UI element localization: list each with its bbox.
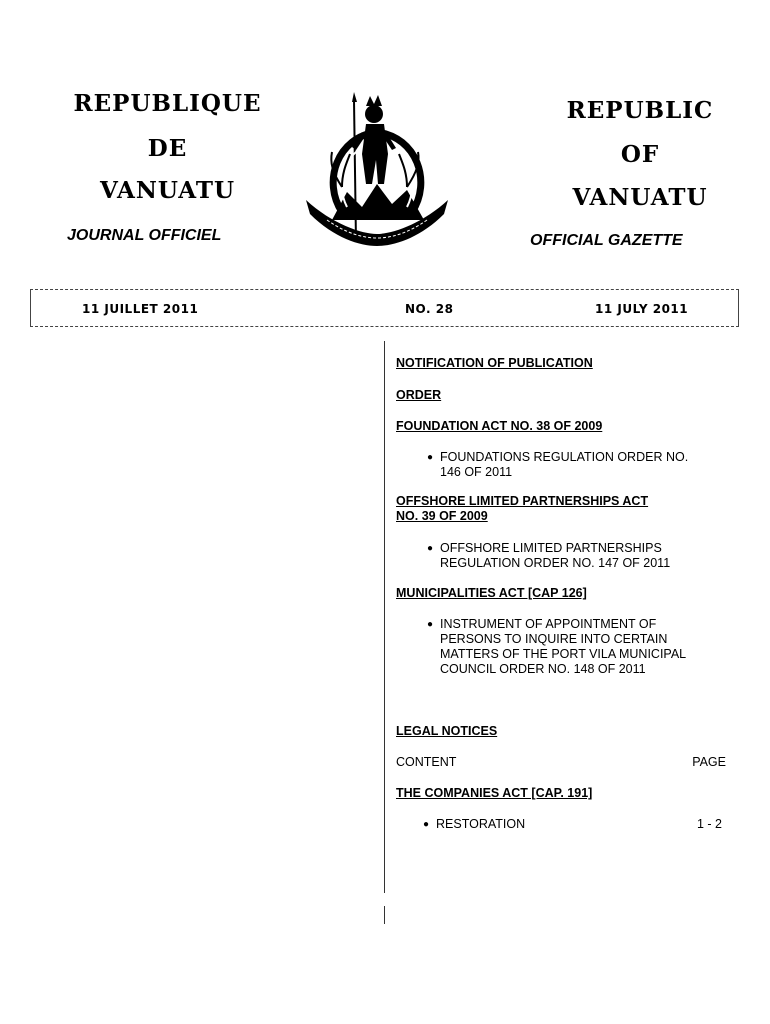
notification-heading: NOTIFICATION OF PUBLICATION xyxy=(396,356,593,370)
title-de: DE xyxy=(147,135,188,162)
offshore-act-heading-line1: OFFSHORE LIMITED PARTNERSHIPS ACT xyxy=(396,494,649,508)
column-divider xyxy=(384,341,385,893)
order-heading: ORDER xyxy=(396,388,442,402)
offshore-act-heading-line2: NO. 39 OF 2009 xyxy=(396,509,488,523)
municipalities-act-heading: MUNICIPALITIES ACT [CAP 126] xyxy=(396,586,587,600)
title-vanuatu-fr: VANUATU xyxy=(99,177,236,204)
restoration-label: RESTORATION xyxy=(436,817,526,831)
column-divider-lower xyxy=(384,906,385,924)
bullet-icon: ● xyxy=(426,619,434,630)
journal-officiel-subtitle: JOURNAL OFFICIEL xyxy=(67,227,222,244)
companies-act-heading: THE COMPANIES ACT [CAP. 191] xyxy=(396,786,593,800)
bullet-icon: ● xyxy=(426,452,434,463)
foundation-act-heading: FOUNDATION ACT NO. 38 OF 2009 xyxy=(396,419,603,433)
page-label: PAGE xyxy=(692,755,726,769)
vanuatu-coat-of-arms-icon xyxy=(302,92,452,252)
list-item xyxy=(416,817,722,832)
official-gazette-subtitle: OFFICIAL GAZETTE xyxy=(530,232,683,249)
issue-number: NO. 28 xyxy=(405,302,454,316)
content-label: CONTENT xyxy=(396,755,457,769)
municipal-order-text: INSTRUMENT OF APPOINTMENT OF PERSONS TO INQUIRE INTO CERTAIN MATTERS OF THE PORT VILA MUNICIPAL COUNCIL ORDER NO. 148 OF 2011 xyxy=(440,617,686,676)
title-of: OF xyxy=(620,141,660,168)
list-item xyxy=(420,541,710,571)
bullet-icon: ● xyxy=(422,819,430,830)
title-vanuatu-en: VANUATU xyxy=(572,184,708,211)
list-item xyxy=(420,617,710,677)
foundation-order-text: FOUNDATIONS REGULATION ORDER NO. 146 OF 2011 xyxy=(440,450,689,479)
title-republique: REPUBLIQUE xyxy=(73,90,262,117)
restoration-pages: 1 - 2 xyxy=(696,817,722,831)
date-french: 11 JUILLET 2011 xyxy=(82,302,199,316)
content-page-header xyxy=(396,755,726,770)
date-english: 11 JULY 2011 xyxy=(595,302,689,316)
title-republic: REPUBLIC xyxy=(566,97,714,124)
offshore-order-text: OFFSHORE LIMITED PARTNERSHIPS REGULATION ORDER NO. 147 OF 2011 xyxy=(440,541,671,570)
bullet-icon: ● xyxy=(426,543,434,554)
list-item xyxy=(420,450,710,480)
legal-notices-heading: LEGAL NOTICES xyxy=(396,724,498,738)
